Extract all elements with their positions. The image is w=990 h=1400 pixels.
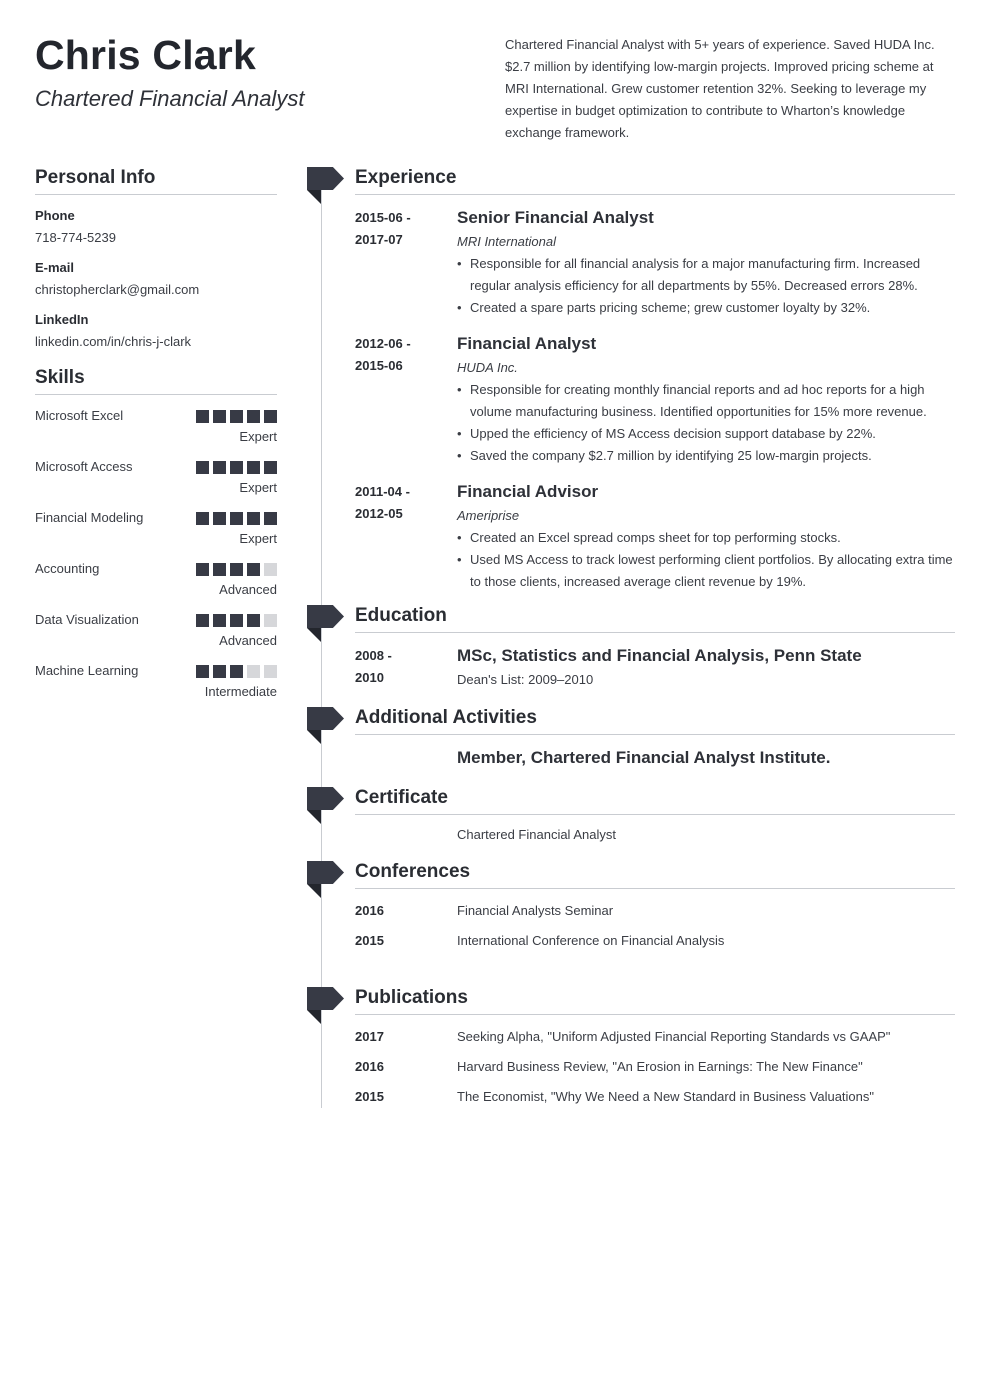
company-name: HUDA Inc.: [457, 360, 518, 375]
date-end: 2017-07: [355, 232, 403, 247]
rating-square-filled: [213, 461, 226, 474]
publication-row: [355, 1059, 955, 1089]
education-marker-icon: [307, 605, 344, 643]
rating-square-filled: [213, 512, 226, 525]
rating-square-filled: [247, 410, 260, 423]
skill-item: [35, 395, 277, 446]
date-start: 2015-06 -: [355, 210, 411, 225]
rating-square-filled: [230, 665, 243, 678]
conferences-title: Conferences: [355, 861, 955, 889]
skill-level: Expert: [239, 531, 277, 546]
skill-item: [35, 497, 277, 548]
experience-section: [355, 167, 955, 593]
skill-rating: [196, 614, 277, 627]
phone-label: Phone: [35, 208, 75, 223]
skill-rating: [196, 461, 277, 474]
entry-dates: [355, 333, 450, 377]
certificate-title: Certificate: [355, 787, 955, 815]
rating-square-empty: [247, 665, 260, 678]
activities-marker-icon: [307, 707, 344, 745]
publication-title: Seeking Alpha, "Uniform Adjusted Financial Reporting Standards vs GAAP": [457, 1029, 891, 1044]
conference-year: 2016: [355, 903, 384, 918]
skill-name: Microsoft Excel: [35, 408, 124, 423]
experience-entry: [355, 481, 955, 593]
candidate-role: Chartered Financial Analyst: [35, 86, 305, 111]
email-value[interactable]: christopherclark@gmail.com: [35, 282, 200, 297]
job-title: Senior Financial Analyst: [457, 208, 654, 227]
conference-row: [355, 933, 955, 963]
skills-list: [35, 395, 277, 701]
job-bullets: [457, 253, 955, 319]
linkedin-value[interactable]: linkedin.com/in/chris-j-clark: [35, 334, 192, 349]
rating-square-filled: [196, 512, 209, 525]
rating-square-filled: [230, 461, 243, 474]
bullet-item: • Used MS Access to track lowest performing client portfolios. By allocating extra time to those clients, increased average client revenue by 19%.: [457, 549, 955, 593]
entry-dates: [355, 645, 450, 689]
rating-square-filled: [196, 665, 209, 678]
skill-rating: [196, 512, 277, 525]
skill-rating: [196, 563, 277, 576]
bullet-item: • Saved the company $2.7 million by identifying 25 low-margin projects.: [457, 445, 955, 467]
rating-square-filled: [247, 461, 260, 474]
skill-name: Data Visualization: [35, 612, 139, 627]
rating-square-empty: [264, 665, 277, 678]
publication-row: [355, 1089, 955, 1119]
date-end: 2010: [355, 670, 384, 685]
rating-square-empty: [264, 614, 277, 627]
candidate-name: Chris Clark: [35, 32, 256, 78]
certificate-text: Chartered Financial Analyst: [457, 827, 616, 842]
skill-name: Machine Learning: [35, 663, 139, 678]
date-start: 2011-04 -: [355, 484, 410, 499]
publications-section: [355, 987, 955, 1119]
skill-level: Expert: [239, 480, 277, 495]
timeline-line: [321, 190, 322, 1108]
skill-rating: [196, 410, 277, 423]
bullet-item: • Created a spare parts pricing scheme; grew customer loyalty by 32%.: [457, 297, 955, 319]
rating-square-filled: [230, 614, 243, 627]
rating-square-filled: [264, 512, 277, 525]
certificate-marker-icon: [307, 787, 344, 825]
publication-year: 2017: [355, 1029, 384, 1044]
rating-square-filled: [230, 410, 243, 423]
job-title: Financial Advisor: [457, 482, 599, 501]
conferences-marker-icon: [307, 861, 344, 899]
certificate-section: [355, 787, 955, 843]
left-column: [35, 167, 277, 701]
entry-dates: [355, 207, 450, 251]
skill-item: [35, 599, 277, 650]
linkedin-label: LinkedIn: [35, 312, 89, 327]
rating-square-filled: [264, 461, 277, 474]
rating-square-filled: [196, 410, 209, 423]
skill-level: Expert: [239, 429, 277, 444]
date-start: 2012-06 -: [355, 336, 411, 351]
experience-marker-icon: [307, 167, 344, 205]
skill-level: Advanced: [219, 633, 277, 648]
skill-item: [35, 548, 277, 599]
publication-year: 2015: [355, 1089, 384, 1104]
rating-square-filled: [213, 665, 226, 678]
entry-dates: [355, 481, 450, 525]
publication-year: 2016: [355, 1059, 384, 1074]
date-end: 2015-06: [355, 358, 403, 373]
date-start: 2008 -: [355, 648, 392, 663]
publications-marker-icon: [307, 987, 344, 1025]
experience-entry: [355, 333, 955, 467]
conference-row: [355, 903, 955, 933]
activities-section: [355, 707, 955, 769]
bullet-item: • Responsible for creating monthly financial reports and ad hoc reports for a high volume manufacturing business. Identified opportunities for 15% more revenue.: [457, 379, 955, 423]
email-label: E-mail: [35, 260, 75, 275]
conferences-section: [355, 861, 955, 963]
skill-item: [35, 446, 277, 497]
skill-rating: [196, 665, 277, 678]
activities-title: Additional Activities: [355, 707, 955, 735]
education-entry: [355, 645, 955, 691]
job-bullets: [457, 379, 955, 467]
job-bullets: [457, 527, 955, 593]
publication-title: The Economist, "Why We Need a New Standard in Business Valuations": [457, 1089, 875, 1104]
degree: MSc, Statistics and Financial Analysis, Penn State: [457, 646, 862, 665]
bullet-item: • Responsible for all financial analysis for a major manufacturing firm. Increased regular analysis efficiency for all departments by 55%. Decreased errors 28%.: [457, 253, 955, 297]
bullet-item: • Created an Excel spread comps sheet for top performing stocks.: [457, 527, 955, 549]
skill-name: Microsoft Access: [35, 459, 133, 474]
skill-name: Financial Modeling: [35, 510, 144, 525]
publication-title: Harvard Business Review, "An Erosion in Earnings: The New Finance": [457, 1059, 863, 1074]
rating-square-filled: [196, 614, 209, 627]
education-detail: Dean's List: 2009–2010: [457, 672, 594, 687]
job-title: Financial Analyst: [457, 334, 597, 353]
rating-square-filled: [196, 461, 209, 474]
skill-level: Advanced: [219, 582, 277, 597]
company-name: MRI International: [457, 234, 556, 249]
education-section: [355, 605, 955, 691]
rating-square-filled: [213, 614, 226, 627]
rating-square-empty: [264, 563, 277, 576]
phone-value: 718-774-5239: [35, 230, 116, 245]
skill-name: Accounting: [35, 561, 100, 576]
conference-name: Financial Analysts Seminar: [457, 903, 614, 918]
education-title: Education: [355, 605, 955, 633]
skills-title: Skills: [35, 367, 277, 395]
summary: Chartered Financial Analyst with 5+ years of experience. Saved HUDA Inc. $2.7 million by identifying low-margin projects. Improved pricing scheme at MRI International. Grew customer retention 32%. Seeking to leverage my expertise in budget optimization to contribute to Wharton’s knowledge exchange framework.: [505, 37, 935, 140]
skill-level: Intermediate: [204, 684, 277, 699]
conference-year: 2015: [355, 933, 384, 948]
date-end: 2012-05: [355, 506, 403, 521]
experience-title: Experience: [355, 167, 955, 195]
skill-item: [35, 650, 277, 701]
rating-square-filled: [264, 410, 277, 423]
experience-entry: [355, 207, 955, 319]
rating-square-filled: [230, 563, 243, 576]
rating-square-filled: [247, 614, 260, 627]
publications-title: Publications: [355, 987, 955, 1015]
rating-square-filled: [196, 563, 209, 576]
resume-header: [35, 30, 955, 150]
rating-square-filled: [230, 512, 243, 525]
publication-row: [355, 1029, 955, 1059]
rating-square-filled: [213, 563, 226, 576]
company-name: Ameriprise: [457, 508, 520, 523]
rating-square-filled: [247, 512, 260, 525]
rating-square-filled: [247, 563, 260, 576]
personal-info-title: Personal Info: [35, 167, 277, 195]
bullet-item: • Upped the efficiency of MS Access decision support database by 22%.: [457, 423, 955, 445]
conference-name: International Conference on Financial Analysis: [457, 933, 725, 948]
rating-square-filled: [213, 410, 226, 423]
activity-text: Member, Chartered Financial Analyst Institute.: [457, 748, 831, 767]
